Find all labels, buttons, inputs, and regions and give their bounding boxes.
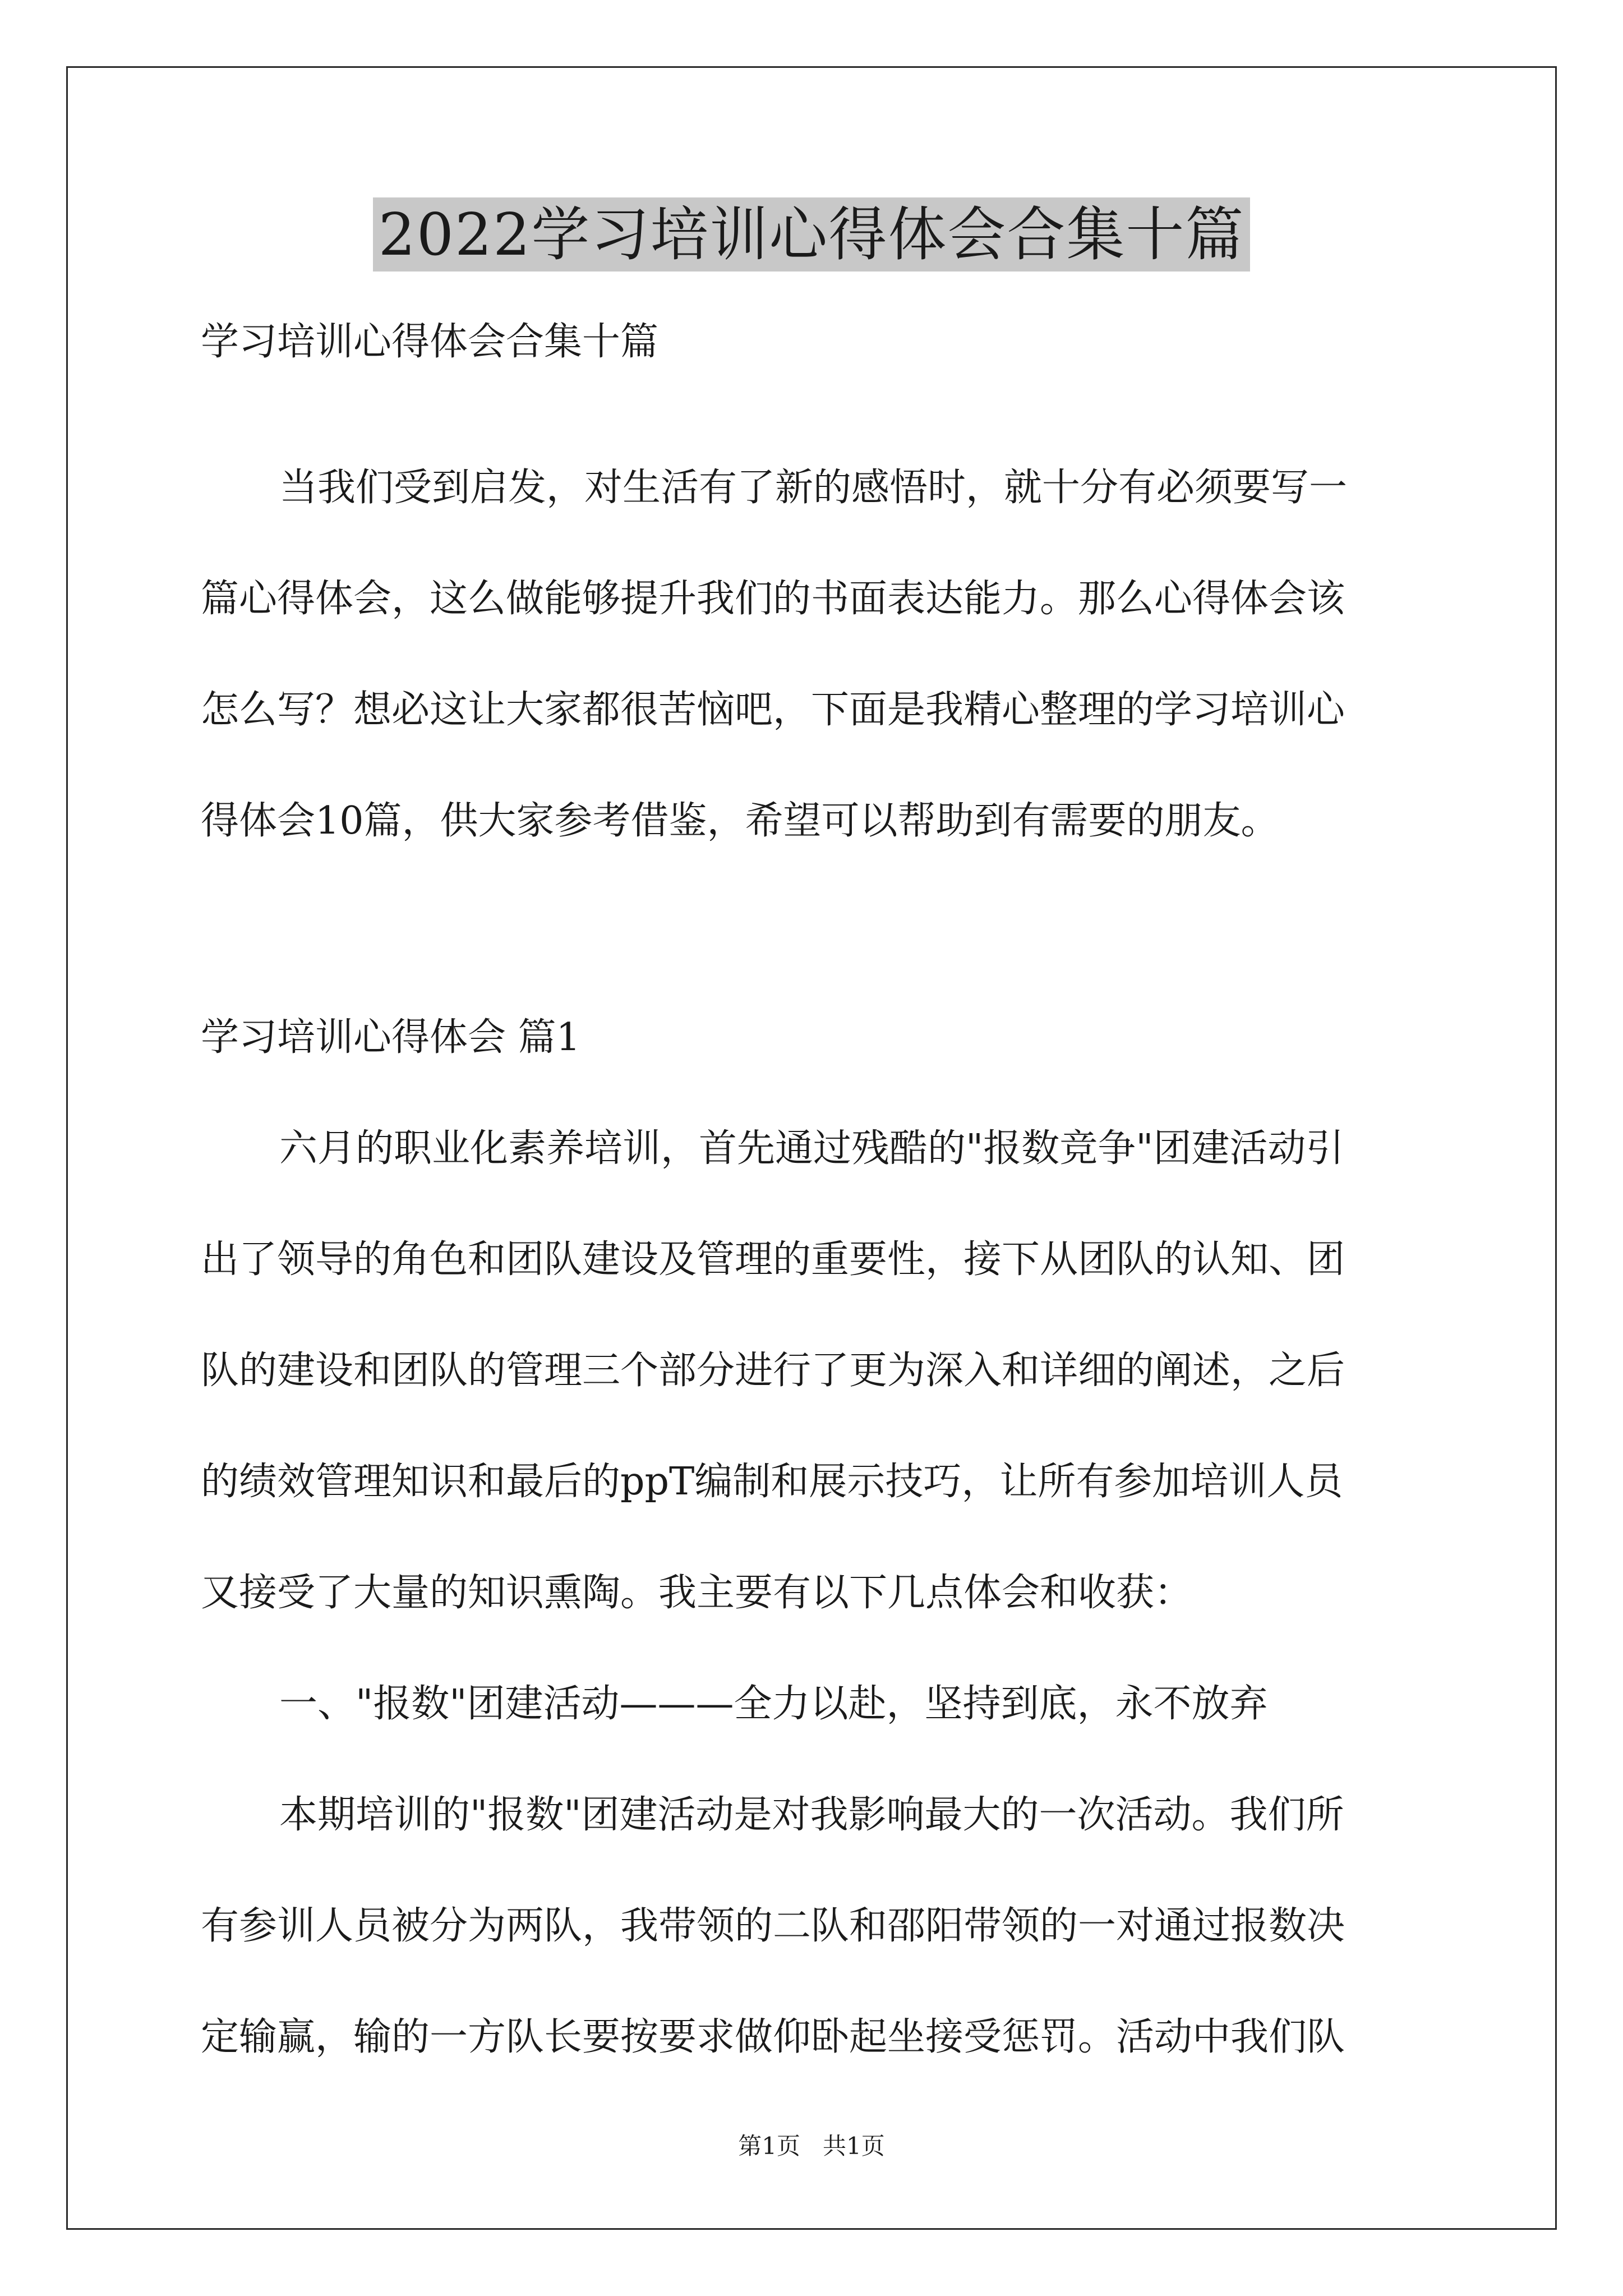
intro-line: 得体会10篇，供大家参考借鉴，希望可以帮助到有需要的朋友。	[201, 799, 1279, 843]
subtitle: 学习培训心得体会合集十篇	[201, 320, 659, 364]
point-heading: 一、"报数"团建活动———全力以赴，坚持到底，永不放弃	[279, 1682, 1268, 1726]
section-heading: 学习培训心得体会 篇1	[201, 1015, 580, 1060]
body-line: 队的建设和团队的管理三个部分进行了更为深入和详细的阐述，之后	[201, 1349, 1345, 1393]
intro-line: 篇心得体会，这么做能够提升我们的书面表达能力。那么心得体会该	[201, 577, 1345, 621]
body-line: 出了领导的角色和团队建设及管理的重要性，接下从团队的认知、团	[201, 1237, 1345, 1282]
intro-line: 当我们受到启发，对生活有了新的感悟时，就十分有必须要写一	[279, 466, 1348, 510]
body-line: 又接受了大量的知识熏陶。我主要有以下几点体会和收获：	[201, 1571, 1193, 1615]
page-footer	[0, 2132, 1623, 2161]
body-line: 的绩效管理知识和最后的ppT编制和展示技巧，让所有参加培训人员	[201, 1460, 1343, 1504]
document-title: 2022学习培训心得体会合集十篇	[0, 197, 1623, 272]
intro-line: 怎么写？想必这让大家都很苦恼吧，下面是我精心整理的学习培训心	[201, 688, 1345, 732]
page-number: 第1页	[738, 2132, 800, 2160]
page-total: 共1页	[823, 2132, 885, 2160]
body-line: 定输赢，输的一方队长要按要求做仰卧起坐接受惩罚。活动中我们队	[201, 2015, 1345, 2059]
body-line: 有参训人员被分为两队，我带领的二队和邵阳带领的一对通过报数决	[201, 1904, 1345, 1948]
body-line: 本期培训的"报数"团建活动是对我影响最大的一次活动。我们所	[279, 1793, 1344, 1837]
body-line: 六月的职业化素养培训，首先通过残酷的"报数竞争"团建活动引	[279, 1126, 1344, 1171]
